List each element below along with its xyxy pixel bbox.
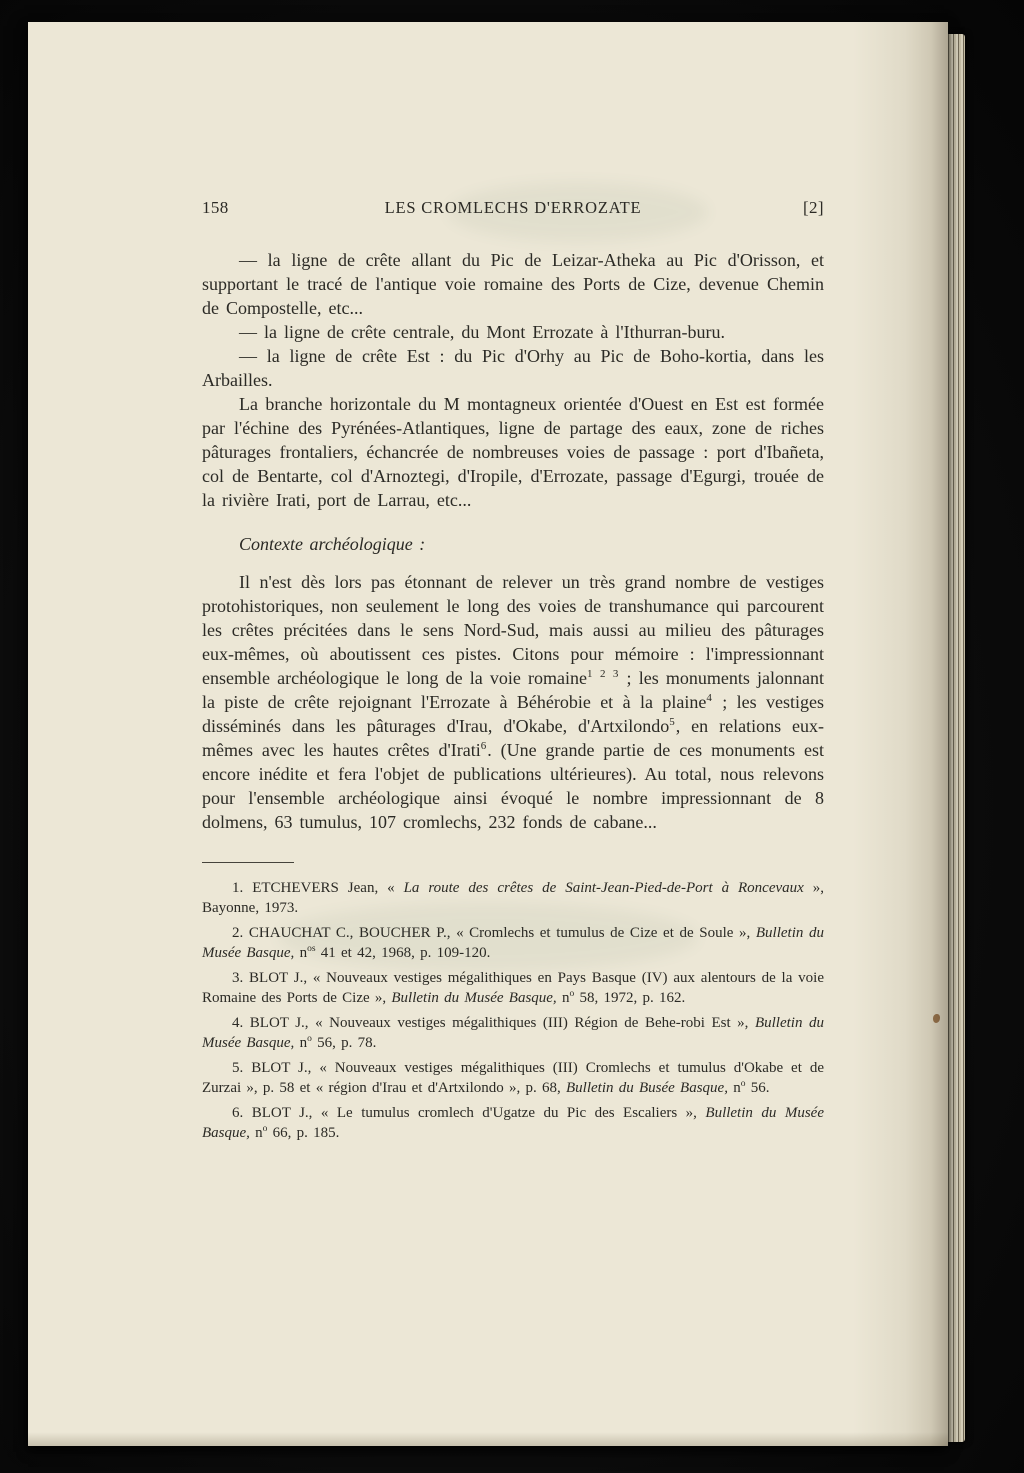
body-paragraph [202,344,824,392]
text-run: 56, p. 78. [311,1034,377,1051]
footnote-reference-superscript: 4 [706,692,713,704]
text-run: 41 et 42, 1968, p. 109-120. [315,944,491,961]
text-run: 5. BLOT J., « Nouveaux vestiges mégalithiques (III) Cromlechs et tumulus d'Okabe et de Zurzai », p. 58 et « région d'Irau et d'Artxilondo », p. 68, [202,1060,824,1096]
page-content [202,198,824,1149]
footnote-reference-superscript: 1 2 3 [587,668,620,680]
running-title: LES CROMLECHS D'ERROZATE [384,198,642,217]
footnote-item [202,1059,824,1098]
paper-speck [933,1014,940,1023]
footnotes-list [202,879,824,1143]
text-run: 4. BLOT J., « Nouveaux vestiges mégalithiques (III) Région de Behe-robi Est », [232,1015,755,1031]
footnote-item [202,969,824,1008]
text-run: 1. ETCHEVERS Jean, « [232,880,404,896]
page-header [202,198,824,222]
text-run: La route des crêtes de Saint-Jean-Pied-de-Port à Roncevaux [403,880,804,896]
text-run: 58, 1972, p. 162. [574,989,686,1006]
footnote-reference-superscript: o [262,1123,268,1134]
issue-number: [2] [802,198,824,217]
footnote-reference-superscript: 6 [480,740,488,752]
text-run: La branche horizontale du M montagneux orientée d'Ouest en Est est formée par l'échine des Pyrénées-Atlantiques, ligne de partage des eaux, zone de riches pâturages frontaliers, échancrée de nombreuses voies de passage : port d'Ibañeta, col de Bentarte, col d'Arnoztegi, d'Iropile, d'Errozate, passage d'Egurgi, trouée de la rivière Irati, port de Larrau, etc... [202,394,824,510]
text-run: — la ligne de crête allant du Pic de Leizar-Atheka au Pic d'Orisson, et supportant le tracé de l'antique voie romaine des Ports de Cize, devenue Chemin de Compostelle, etc... [202,250,824,318]
text-run: Il n'est dès lors pas étonnant de relever un très grand nombre de vestiges protohistoriques, non seulement le long des voies de transhumance qui parcourent les crêtes précitées dans le sens Nord-Sud, mais aussi au milieu des pâturages eux-mêmes, où aboutissent ces pistes. Citons pour mémoire : l'impressionnant ensemble archéologique le long de la voie romaine [202,572,824,688]
footnote-reference-superscript: o [740,1078,746,1089]
text-run: 56. [745,1079,770,1096]
text-run: n [556,989,570,1006]
text-run: — la ligne de crête centrale, du Mont Errozate à l'Ithurran-buru. [239,322,726,342]
text-run: n [727,1079,741,1096]
footnote-item [202,1014,824,1053]
text-run: 6. BLOT J., « Le tumulus cromlech d'Ugatze du Pic des Escaliers », [232,1105,706,1121]
text-run: — la ligne de crête Est : du Pic d'Orhy au Pic de Boho-kortia, dans les Arbailles. [202,346,824,390]
text-run: n [294,1034,308,1051]
footnote-reference-superscript: os [307,943,316,954]
text-run: . (Une grande partie de ces monuments est encore inédite et fera l'objet de publications ultérieures). Au total, nous relevons pour l'ensemble archéologique ainsi évoqué le nombre impressionnant de 8 dolmens, 63 tumulus, 107 cromlechs, 232 fonds de cabane... [202,740,824,832]
text-run: Bulletin du Musée Basque, [202,1105,825,1141]
footnote-item [202,879,824,918]
body-paragraph [202,320,824,344]
text-run: Bulletin du Musée Basque, [391,989,557,1006]
text-run: Bulletin du Busée Basque, [566,1079,728,1096]
text-run: 2. CHAUCHAT C., BOUCHER P., « Cromlechs et tumulus de Cize et de Soule », [232,925,756,941]
footnote-reference-superscript: o [307,1033,312,1044]
body-paragraph [202,570,824,834]
text-run: 66, p. 185. [267,1124,340,1141]
text-run: ; les monuments jalonnant la piste de crête rejoignant l'Errozate à Béhérobie et à la plaine [202,668,825,712]
footnote-item [202,924,824,963]
section-heading [202,532,824,556]
book-page [28,22,948,1446]
text-run: , en relations eux-mêmes avec les hautes crêtes d'Irati [202,716,825,760]
body-paragraph [202,392,824,512]
text-run: n [294,944,308,961]
footnote-item [202,1104,824,1143]
text-run: Bulletin du Musée Basque, [202,925,824,961]
text-run: », Bayonne, 1973. [202,880,825,916]
footnote-reference-superscript: o [569,988,575,999]
text-run: ; les vestiges disséminés dans les pâturages d'Irau, d'Okabe, d'Artxilondo [202,692,824,736]
text-run: Bulletin du Musée Basque, [202,1015,824,1051]
footnote-separator-rule [202,862,294,863]
footnote-reference-superscript: 5 [669,716,676,728]
page-stack-edge [946,34,965,1442]
text-run: n [249,1124,263,1141]
text-run: Contexte archéologique : [239,534,426,554]
body-blocks [202,248,824,834]
body-paragraph [202,248,824,320]
text-run: 3. BLOT J., « Nouveaux vestiges mégalithiques en Pays Basque (IV) aux alentours de la voie Romaine des Ports de Cize », [202,970,824,1006]
page-number: 158 [202,198,229,217]
